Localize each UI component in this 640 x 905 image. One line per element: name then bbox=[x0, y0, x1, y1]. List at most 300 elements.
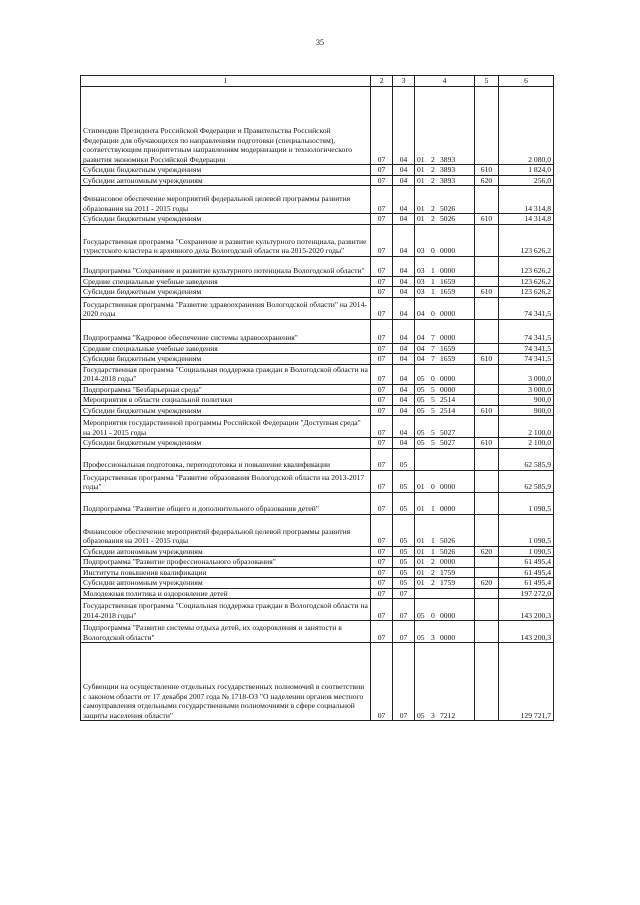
target-article-part: 0000 bbox=[440, 309, 456, 318]
subsection-code: 07 bbox=[393, 588, 415, 599]
row-name: Субвенции на осуществление отдельных государственных полномочий в соответствии с законом области от 17 декабря 2007 года № 1718-ОЗ "О наделении органов местного самоуправления отдельными государственными полномочиями в сфере социальной защиты населения области" bbox=[81, 643, 371, 721]
amount: 123 626,2 bbox=[499, 224, 554, 256]
target-article-code bbox=[415, 546, 475, 557]
subsection-code: 04 bbox=[393, 214, 415, 225]
section-code: 07 bbox=[371, 343, 393, 354]
target-article-part: 0000 bbox=[440, 333, 456, 342]
target-article-part: 05 bbox=[417, 632, 425, 642]
target-article-part: 5027 bbox=[440, 438, 456, 447]
subsection-code: 05 bbox=[393, 546, 415, 557]
target-article-part: 1659 bbox=[440, 287, 456, 296]
subsection-code: 04 bbox=[393, 186, 415, 214]
header-cell: 6 bbox=[499, 76, 554, 87]
target-article-code bbox=[415, 319, 475, 343]
subsection-code: 05 bbox=[393, 578, 415, 589]
target-article-part: 5 bbox=[431, 427, 435, 437]
target-article-part: 04 bbox=[417, 354, 425, 363]
expense-type-code bbox=[475, 416, 499, 438]
target-article-part: 0 bbox=[431, 610, 435, 620]
target-article-code bbox=[415, 354, 475, 365]
row-name: Институты повышения квалификации bbox=[81, 567, 371, 578]
target-article-code bbox=[415, 276, 475, 287]
target-article-code bbox=[415, 492, 475, 514]
section-code: 07 bbox=[371, 567, 393, 578]
target-article-part: 2 bbox=[431, 567, 435, 577]
expense-type-code bbox=[475, 492, 499, 514]
amount: 2 100,0 bbox=[499, 438, 554, 449]
subsection-code: 04 bbox=[393, 276, 415, 287]
target-article-code bbox=[415, 578, 475, 589]
row-name: Молодежная политика и оздоровление детей bbox=[81, 588, 371, 599]
section-code: 07 bbox=[371, 599, 393, 621]
header-cell: 4 bbox=[415, 76, 475, 87]
table-row bbox=[81, 621, 554, 643]
table-row bbox=[81, 224, 554, 256]
target-article-part: 01 bbox=[417, 154, 425, 164]
table-row bbox=[81, 297, 554, 319]
target-article-part: 5026 bbox=[440, 546, 456, 556]
target-article-part: 03 bbox=[417, 246, 425, 255]
target-article-part: 01 bbox=[417, 482, 425, 491]
amount: 1 090,5 bbox=[499, 492, 554, 514]
target-article-part: 1 bbox=[431, 536, 435, 545]
target-article-code bbox=[415, 567, 475, 578]
row-name: Профессиональная подготовка, переподготовка и повышение квалификации bbox=[81, 448, 371, 470]
target-article-part: 05 bbox=[417, 395, 425, 404]
section-code: 07 bbox=[371, 588, 393, 599]
table-row bbox=[81, 567, 554, 578]
target-article-part: 1 bbox=[431, 266, 435, 275]
target-article-part: 3893 bbox=[440, 154, 456, 164]
row-name: Субсидии автономным учреждениям bbox=[81, 578, 371, 589]
row-name: Государственная программа "Развитие здравоохранения Вологодской области" на 2014-2020 годы bbox=[81, 297, 371, 319]
expense-type-code: 610 bbox=[475, 214, 499, 225]
row-name: Субсидии бюджетным учреждениям bbox=[81, 287, 371, 298]
target-article-part: 05 bbox=[417, 610, 425, 620]
row-name: Подпрограмма "Сохранение и развитие культурного потенциала Вологодской области" bbox=[81, 256, 371, 276]
row-name: Субсидии бюджетным учреждениям bbox=[81, 214, 371, 225]
target-article-part: 5 bbox=[431, 384, 435, 394]
table-row bbox=[81, 599, 554, 621]
section-code: 07 bbox=[371, 319, 393, 343]
table-row bbox=[81, 186, 554, 214]
target-article-code bbox=[415, 448, 475, 470]
expense-type-code: 620 bbox=[475, 175, 499, 186]
section-code: 07 bbox=[371, 557, 393, 568]
subsection-code: 05 bbox=[393, 492, 415, 514]
target-article-part: 5026 bbox=[440, 214, 456, 223]
section-code: 07 bbox=[371, 578, 393, 589]
amount: 256,0 bbox=[499, 175, 554, 186]
target-article-part: 03 bbox=[417, 287, 425, 296]
table-row bbox=[81, 287, 554, 298]
target-article-code bbox=[415, 470, 475, 492]
section-code: 07 bbox=[371, 546, 393, 557]
section-code: 07 bbox=[371, 492, 393, 514]
target-article-code bbox=[415, 643, 475, 721]
subsection-code: 04 bbox=[393, 165, 415, 176]
row-name: Средние специальные учебные заведения bbox=[81, 343, 371, 354]
target-article-part: 04 bbox=[417, 343, 425, 353]
expense-type-code: 610 bbox=[475, 354, 499, 365]
row-name: Государственная программа "Социальная поддержка граждан в Вологодской области на 2014-2018 годы" bbox=[81, 364, 371, 384]
subsection-code: 04 bbox=[393, 297, 415, 319]
section-code: 07 bbox=[371, 256, 393, 276]
target-article-code bbox=[415, 175, 475, 186]
expense-type-code bbox=[475, 319, 499, 343]
subsection-code: 04 bbox=[393, 319, 415, 343]
expense-type-code bbox=[475, 448, 499, 470]
target-article-part: 05 bbox=[417, 384, 425, 394]
target-article-part: 0000 bbox=[440, 374, 456, 383]
row-name: Субсидии автономным учреждениям bbox=[81, 546, 371, 557]
expense-type-code: 610 bbox=[475, 165, 499, 176]
target-article-part: 2 bbox=[431, 214, 435, 223]
expense-type-code bbox=[475, 557, 499, 568]
row-name: Подпрограмма "Безбарьерная среда" bbox=[81, 384, 371, 395]
table-row bbox=[81, 492, 554, 514]
expense-type-code: 610 bbox=[475, 438, 499, 449]
subsection-code: 04 bbox=[393, 395, 415, 406]
section-code: 07 bbox=[371, 175, 393, 186]
amount: 2 100,0 bbox=[499, 416, 554, 438]
amount: 1 090,5 bbox=[499, 546, 554, 557]
expense-type-code: 620 bbox=[475, 546, 499, 557]
target-article-code bbox=[415, 214, 475, 225]
expense-type-code bbox=[475, 343, 499, 354]
target-article-part: 7 bbox=[431, 343, 435, 353]
table-row bbox=[81, 514, 554, 546]
target-article-code bbox=[415, 297, 475, 319]
row-name: Стипендии Президента Российской Федерации и Правительства Российской Федерации для обучающихся по направлениям подготовки (специальностям), соответствующим приоритетным направлениям модернизации и технологического развития экономики Российской Федерации bbox=[81, 87, 371, 165]
section-code: 07 bbox=[371, 416, 393, 438]
subsection-code: 05 bbox=[393, 448, 415, 470]
target-article-part: 01 bbox=[417, 504, 425, 513]
target-article-part: 0 bbox=[431, 309, 435, 318]
target-article-part: 3 bbox=[431, 632, 435, 642]
target-article-part: 1 bbox=[431, 276, 435, 286]
target-article-part: 0 bbox=[431, 482, 435, 491]
subsection-code: 04 bbox=[393, 416, 415, 438]
row-name: Государственная программа "Сохранение и развитие культурного потенциала, развитие туристского кластера и архивного дела Вологодской области на 2015-2020 годы" bbox=[81, 224, 371, 256]
section-code: 07 bbox=[371, 165, 393, 176]
subsection-code: 04 bbox=[393, 384, 415, 395]
subsection-code: 05 bbox=[393, 470, 415, 492]
target-article-part: 7212 bbox=[440, 710, 456, 720]
amount: 123 626,2 bbox=[499, 256, 554, 276]
row-name: Субсидии автономным учреждениям bbox=[81, 175, 371, 186]
target-article-part: 5 bbox=[431, 405, 435, 415]
target-article-part: 03 bbox=[417, 276, 425, 286]
table-row bbox=[81, 354, 554, 365]
target-article-part: 05 bbox=[417, 710, 425, 720]
table-row bbox=[81, 343, 554, 354]
section-code: 07 bbox=[371, 514, 393, 546]
subsection-code: 07 bbox=[393, 643, 415, 721]
row-name: Мероприятия в области социальной политики bbox=[81, 395, 371, 406]
expense-type-code bbox=[475, 384, 499, 395]
amount: 61 495,4 bbox=[499, 567, 554, 578]
target-article-code bbox=[415, 364, 475, 384]
target-article-code bbox=[415, 557, 475, 568]
table-row bbox=[81, 416, 554, 438]
subsection-code: 07 bbox=[393, 599, 415, 621]
amount: 123 626,2 bbox=[499, 287, 554, 298]
section-code: 07 bbox=[371, 621, 393, 643]
table-row bbox=[81, 214, 554, 225]
subsection-code: 07 bbox=[393, 621, 415, 643]
expense-type-code bbox=[475, 643, 499, 721]
table-row bbox=[81, 643, 554, 721]
header-cell: 1 bbox=[81, 76, 371, 87]
section-code: 07 bbox=[371, 405, 393, 416]
target-article-part: 01 bbox=[417, 546, 425, 556]
expense-type-code: 610 bbox=[475, 287, 499, 298]
target-article-part: 3893 bbox=[440, 165, 456, 174]
amount: 62 585,9 bbox=[499, 448, 554, 470]
section-code: 07 bbox=[371, 364, 393, 384]
target-article-part: 05 bbox=[417, 438, 425, 447]
expense-type-code bbox=[475, 87, 499, 165]
header-cell: 2 bbox=[371, 76, 393, 87]
target-article-code bbox=[415, 384, 475, 395]
target-article-part: 0000 bbox=[440, 557, 456, 566]
target-article-code bbox=[415, 621, 475, 643]
amount: 143 200,3 bbox=[499, 621, 554, 643]
target-article-code bbox=[415, 599, 475, 621]
section-code: 07 bbox=[371, 395, 393, 406]
expense-type-code: 610 bbox=[475, 405, 499, 416]
section-code: 07 bbox=[371, 438, 393, 449]
amount: 900,0 bbox=[499, 405, 554, 416]
amount: 1 824,0 bbox=[499, 165, 554, 176]
target-article-part: 2 bbox=[431, 557, 435, 566]
subsection-code: 04 bbox=[393, 343, 415, 354]
section-code: 07 bbox=[371, 287, 393, 298]
subsection-code: 04 bbox=[393, 405, 415, 416]
target-article-part: 05 bbox=[417, 405, 425, 415]
row-name: Субсидии бюджетным учреждениям bbox=[81, 354, 371, 365]
subsection-code: 05 bbox=[393, 514, 415, 546]
row-name: Субсидии бюджетным учреждениям bbox=[81, 438, 371, 449]
header-cell: 3 bbox=[393, 76, 415, 87]
target-article-code bbox=[415, 514, 475, 546]
table-row bbox=[81, 395, 554, 406]
section-code: 07 bbox=[371, 87, 393, 165]
row-name: Подпрограмма "Развитие системы отдыха детей, их оздоровления и занятости в Вологодской области" bbox=[81, 621, 371, 643]
expense-type-code bbox=[475, 224, 499, 256]
subsection-code: 05 bbox=[393, 557, 415, 568]
amount: 2 080,0 bbox=[499, 87, 554, 165]
target-article-part: 1659 bbox=[440, 354, 456, 363]
target-article-part: 2 bbox=[431, 165, 435, 174]
target-article-part: 0 bbox=[431, 374, 435, 383]
target-article-part: 0000 bbox=[440, 504, 456, 513]
target-article-part: 2514 bbox=[440, 405, 456, 415]
amount: 197 272,0 bbox=[499, 588, 554, 599]
expense-type-code bbox=[475, 514, 499, 546]
target-article-code bbox=[415, 588, 475, 599]
subsection-code: 04 bbox=[393, 224, 415, 256]
budget-table bbox=[80, 75, 554, 721]
amount: 3 000,0 bbox=[499, 384, 554, 395]
table-row bbox=[81, 438, 554, 449]
expense-type-code bbox=[475, 588, 499, 599]
table-row bbox=[81, 384, 554, 395]
section-code: 07 bbox=[371, 214, 393, 225]
target-article-part: 5 bbox=[431, 438, 435, 447]
subsection-code: 05 bbox=[393, 567, 415, 578]
section-code: 07 bbox=[371, 224, 393, 256]
amount: 14 314,8 bbox=[499, 186, 554, 214]
row-name: Финансовое обеспечение мероприятий федеральной целевой программы развития образования на 2011 - 2015 годы bbox=[81, 514, 371, 546]
row-name: Мероприятия государственной программы Российской Федерации "Доступная среда" на 2011 - 2015 годы bbox=[81, 416, 371, 438]
target-article-code bbox=[415, 186, 475, 214]
target-article-part: 1 bbox=[431, 546, 435, 556]
target-article-part: 5027 bbox=[440, 427, 456, 437]
section-code: 07 bbox=[371, 276, 393, 287]
target-article-code bbox=[415, 224, 475, 256]
target-article-part: 1659 bbox=[440, 343, 456, 353]
target-article-part: 01 bbox=[417, 203, 425, 213]
subsection-code: 04 bbox=[393, 256, 415, 276]
target-article-part: 01 bbox=[417, 536, 425, 545]
row-name: Субсидии бюджетным учреждениям bbox=[81, 165, 371, 176]
target-article-part: 7 bbox=[431, 354, 435, 363]
amount: 62 585,9 bbox=[499, 470, 554, 492]
row-name: Субсидии бюджетным учреждениям bbox=[81, 405, 371, 416]
target-article-code bbox=[415, 165, 475, 176]
expense-type-code: 620 bbox=[475, 578, 499, 589]
target-article-part: 05 bbox=[417, 374, 425, 383]
target-article-part: 0000 bbox=[440, 632, 456, 642]
table-row bbox=[81, 546, 554, 557]
target-article-code bbox=[415, 416, 475, 438]
target-article-code bbox=[415, 256, 475, 276]
amount: 900,0 bbox=[499, 395, 554, 406]
expense-type-code bbox=[475, 364, 499, 384]
target-article-code bbox=[415, 343, 475, 354]
target-article-part: 0000 bbox=[440, 266, 456, 275]
row-name: Подпрограмма "Развитие профессионального образования" bbox=[81, 557, 371, 568]
target-article-part: 3 bbox=[431, 710, 435, 720]
target-article-part: 03 bbox=[417, 266, 425, 275]
amount: 61 495,4 bbox=[499, 557, 554, 568]
section-code: 07 bbox=[371, 448, 393, 470]
target-article-part: 01 bbox=[417, 578, 425, 587]
table-row bbox=[81, 256, 554, 276]
section-code: 07 bbox=[371, 470, 393, 492]
table-row bbox=[81, 557, 554, 568]
amount: 14 314,8 bbox=[499, 214, 554, 225]
row-name: Государственная программа "Социальная поддержка граждан в Вологодской области на 2014-2018 годы" bbox=[81, 599, 371, 621]
row-name: Финансовое обеспечение мероприятий федеральной целевой программы развития образования на 2011 - 2015 годы bbox=[81, 186, 371, 214]
target-article-part: 1759 bbox=[440, 578, 456, 587]
target-article-part: 01 bbox=[417, 567, 425, 577]
table-row bbox=[81, 588, 554, 599]
target-article-part: 04 bbox=[417, 333, 425, 342]
section-code: 07 bbox=[371, 643, 393, 721]
target-article-part: 05 bbox=[417, 427, 425, 437]
header-cell: 5 bbox=[475, 76, 499, 87]
expense-type-code bbox=[475, 395, 499, 406]
expense-type-code bbox=[475, 621, 499, 643]
table-row bbox=[81, 448, 554, 470]
amount: 74 341,5 bbox=[499, 354, 554, 365]
subsection-code: 04 bbox=[393, 87, 415, 165]
target-article-part: 01 bbox=[417, 175, 425, 185]
target-article-part: 2 bbox=[431, 203, 435, 213]
target-article-part: 2 bbox=[431, 154, 435, 164]
target-article-part: 01 bbox=[417, 214, 425, 223]
amount: 129 721,7 bbox=[499, 643, 554, 721]
amount: 61 495,4 bbox=[499, 578, 554, 589]
section-code: 07 bbox=[371, 297, 393, 319]
subsection-code: 04 bbox=[393, 364, 415, 384]
expense-type-code bbox=[475, 186, 499, 214]
row-name: Подпрограмма "Кадровое обеспечение системы здравоохранения" bbox=[81, 319, 371, 343]
subsection-code: 04 bbox=[393, 354, 415, 365]
target-article-part: 2 bbox=[431, 175, 435, 185]
expense-type-code bbox=[475, 256, 499, 276]
subsection-code: 04 bbox=[393, 438, 415, 449]
target-article-part: 2 bbox=[431, 578, 435, 587]
target-article-part: 0000 bbox=[440, 384, 456, 394]
target-article-part: 0000 bbox=[440, 610, 456, 620]
section-code: 07 bbox=[371, 384, 393, 395]
target-article-part: 1 bbox=[431, 504, 435, 513]
table-row bbox=[81, 319, 554, 343]
table-row bbox=[81, 175, 554, 186]
amount: 1 090,5 bbox=[499, 514, 554, 546]
amount: 123 626,2 bbox=[499, 276, 554, 287]
table-header-row bbox=[81, 76, 554, 87]
table-row bbox=[81, 470, 554, 492]
amount: 74 341,5 bbox=[499, 319, 554, 343]
section-code: 07 bbox=[371, 354, 393, 365]
target-article-part: 04 bbox=[417, 309, 425, 318]
table-row bbox=[81, 364, 554, 384]
target-article-code bbox=[415, 287, 475, 298]
amount: 74 341,5 bbox=[499, 297, 554, 319]
subsection-code: 04 bbox=[393, 175, 415, 186]
target-article-part: 01 bbox=[417, 165, 425, 174]
target-article-part: 5026 bbox=[440, 203, 456, 213]
target-article-part: 0000 bbox=[440, 482, 456, 491]
expense-type-code bbox=[475, 470, 499, 492]
target-article-part: 3893 bbox=[440, 175, 456, 185]
expense-type-code bbox=[475, 276, 499, 287]
target-article-part: 7 bbox=[431, 333, 435, 342]
table-row bbox=[81, 578, 554, 589]
amount: 3 000,0 bbox=[499, 364, 554, 384]
row-name: Средние специальные учебные заведения bbox=[81, 276, 371, 287]
table-row bbox=[81, 276, 554, 287]
target-article-part: 2514 bbox=[440, 395, 456, 404]
page-number: 35 bbox=[316, 38, 324, 47]
amount: 74 341,5 bbox=[499, 343, 554, 354]
target-article-part: 5026 bbox=[440, 536, 456, 545]
target-article-part: 1759 bbox=[440, 567, 456, 577]
target-article-part: 1659 bbox=[440, 276, 456, 286]
target-article-code bbox=[415, 405, 475, 416]
target-article-code bbox=[415, 438, 475, 449]
expense-type-code bbox=[475, 297, 499, 319]
table-row bbox=[81, 405, 554, 416]
subsection-code: 04 bbox=[393, 287, 415, 298]
row-name: Подпрограмма "Развитие общего и дополнительного образования детей" bbox=[81, 492, 371, 514]
expense-type-code bbox=[475, 567, 499, 578]
